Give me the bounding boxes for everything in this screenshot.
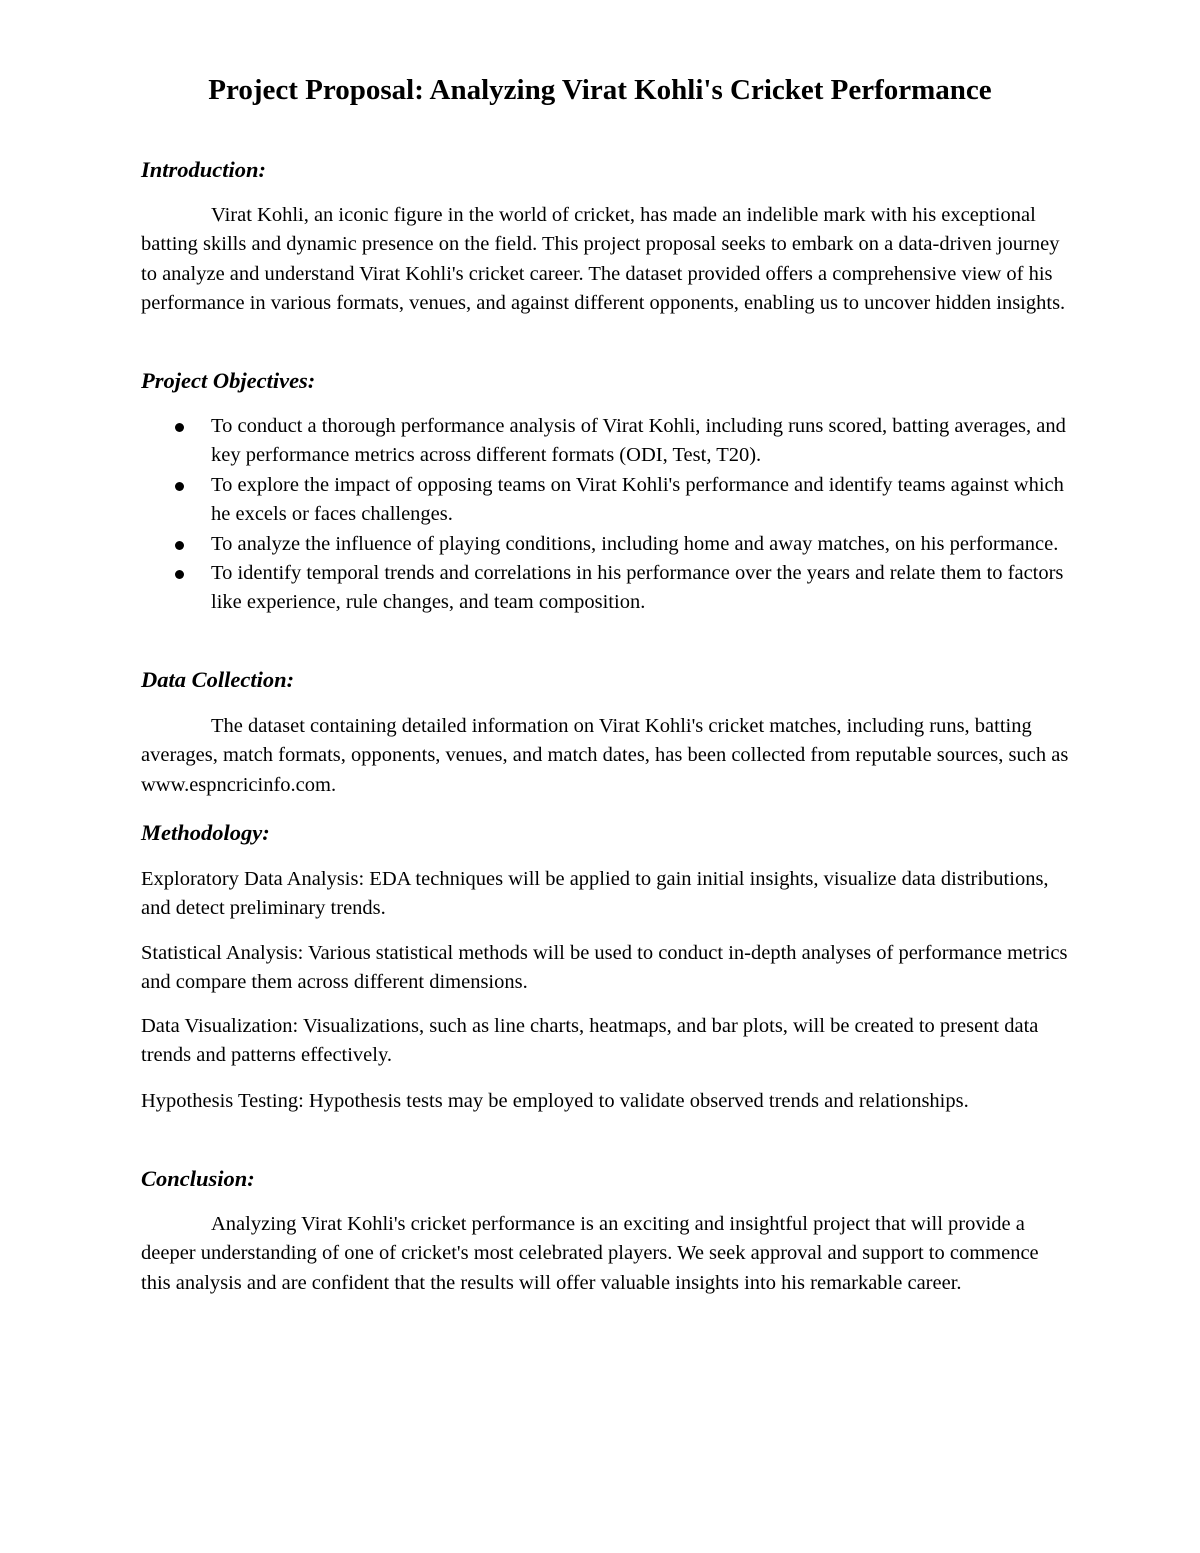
objectives-list [141,412,1071,618]
conclusion-paragraph: Analyzing Virat Kohli's cricket performance is an exciting and insightful project that will provide a deeper understanding of one of cricket's most celebrated players. We seek approval and support to commence this analysis and are confident that the results will offer valuable insights into his remarkable career. [141,1213,1039,1294]
objective-text: To analyze the influence of playing conditions, including home and away matches, on his performance. [211,532,1059,555]
document-title: Project Proposal: Analyzing Virat Kohli's Cricket Performance [208,74,992,106]
methodology-heading: Methodology: [141,820,270,845]
objective-item [141,471,1071,530]
objective-text: To explore the impact of opposing teams on Virat Kohli's performance and identify teams against which he excels or faces challenges. [211,473,1064,526]
conclusion-heading: Conclusion: [141,1166,255,1191]
objective-text: To conduct a thorough performance analysis of Virat Kohli, including runs scored, batting averages, and key performance metrics across different formats (ODI, Test, T20). [211,415,1066,467]
objective-item [141,559,1071,618]
bullet-icon [175,541,184,550]
data-collection-heading: Data Collection: [141,667,295,692]
methodology-eda-paragraph: Exploratory Data Analysis: EDA techniques will be applied to gain initial insights, visualize data distributions, and detect preliminary trends. [141,868,1049,920]
methodology-visualization-paragraph: Data Visualization: Visualizations, such as line charts, heatmaps, and bar plots, will be created to present data trends and patterns effectively. [141,1015,1039,1067]
introduction-paragraph: Virat Kohli, an iconic figure in the world of cricket, has made an indelible mark with his exceptional batting skills and dynamic presence on the field. This project proposal seeks to embark on a data-driven journey to analyze and understand Virat Kohli's cricket career. The dataset provided offers a comprehensive view of his performance in various formats, venues, and against different opponents, enabling us to uncover hidden insights. [141,204,1066,315]
methodology-statistical-paragraph: Statistical Analysis: Various statistical methods will be used to conduct in-depth analyses of performance metrics and compare them across different dimensions. [141,942,1068,994]
objective-item [141,530,1071,559]
bullet-icon [175,570,184,579]
bullet-icon [175,482,184,491]
introduction-heading: Introduction: [141,157,267,182]
data-collection-paragraph: The dataset containing detailed information on Virat Kohli's cricket matches, including runs, batting averages, match formats, opponents, venues, and match dates, has been collected from reputable sources, such as www.espncricinfo.com. [141,715,1069,796]
bullet-icon [175,423,184,432]
objective-item [141,412,1071,471]
project-objectives-heading: Project Objectives: [141,368,316,393]
objective-text: To identify temporal trends and correlations in his performance over the years and relate them to factors like experience, rule changes, and team composition. [211,562,1064,614]
methodology-hypothesis-paragraph: Hypothesis Testing: Hypothesis tests may be employed to validate observed trends and relationships. [141,1090,969,1112]
